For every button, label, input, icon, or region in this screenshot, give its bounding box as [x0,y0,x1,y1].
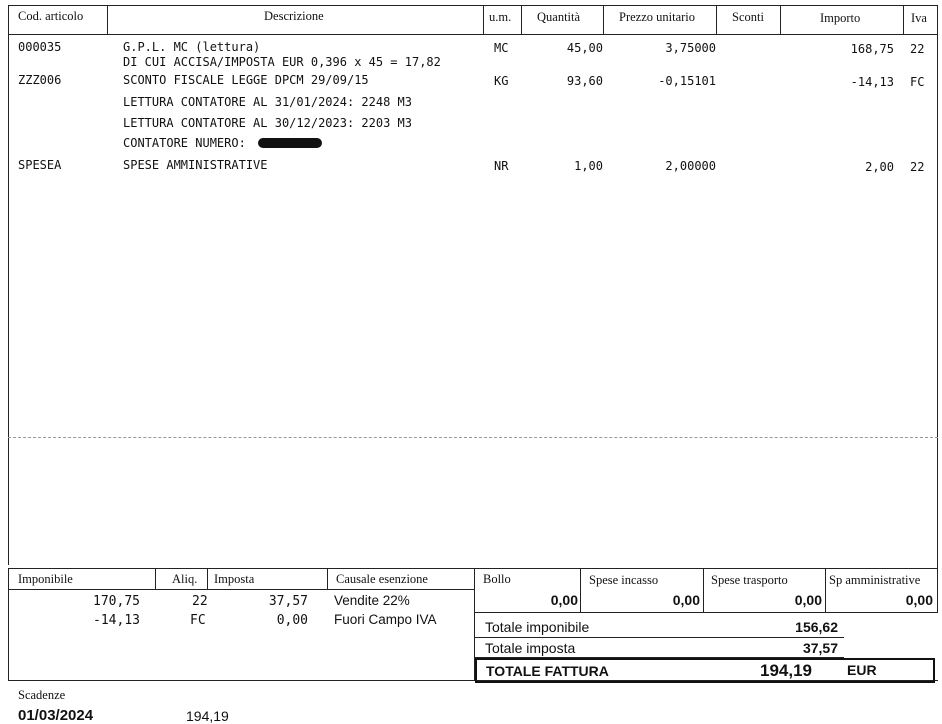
row-unit-price: 3,75000 [665,41,716,55]
iva-imponibile: -14,13 [93,613,140,628]
row-amount: 2,00 [865,160,894,174]
fee-header-sp-amministrative: Sp amministrative [829,573,921,587]
iva-imponibile: 170,75 [93,594,140,609]
row-code: 000035 [18,40,62,54]
header-prezzo-unitario: Prezzo unitario [619,10,696,24]
row-um: NR [494,159,509,173]
row-amount: -14,13 [850,75,894,89]
fee-spese-trasporto: 0,00 [794,592,822,608]
row-quantity: 1,00 [574,159,603,173]
fee-header-spese-incasso: Spese incasso [589,573,659,587]
totale-imposta-label: Totale imposta [485,640,576,656]
header-iva: Iva [911,11,927,25]
fee-spese-incasso: 0,00 [672,592,700,608]
iva-aliq: 22 [192,594,208,609]
totale-imponibile-value: 156,62 [795,619,838,635]
row-description: G.P.L. MC (lettura) [123,40,261,54]
iva-aliq: FC [190,613,206,628]
row-code: SPESEA [18,158,62,172]
scadenza-date: 01/03/2024 [18,707,94,724]
row-iva: 22 [910,42,925,56]
scadenza-amount: 194,19 [186,708,229,724]
row-unit-price: -0,15101 [658,74,716,88]
iva-imposta: 37,57 [268,594,308,609]
iva-header-imposta: Imposta [214,572,255,586]
row-description: SCONTO FISCALE LEGGE DPCM 29/09/15 [123,73,369,87]
totale-fattura-label: TOTALE FATTURA [486,663,609,679]
scadenze-label: Scadenze [18,688,66,702]
row-amount: 168,75 [850,42,894,56]
iva-header-aliq: Aliq. [172,572,198,586]
totale-imponibile-label: Totale imponibile [485,619,590,635]
fee-header-spese-trasporto: Spese trasporto [711,573,788,587]
currency-label: EUR [847,662,877,678]
header-um: u.m. [489,10,512,24]
header-descrizione: Descrizione [264,9,324,23]
totale-imposta-value: 37,57 [802,640,838,656]
header-cod-articolo: Cod. articolo [18,9,84,23]
header-importo: Importo [820,11,861,25]
fee-bollo: 0,00 [550,592,578,608]
header-quantita: Quantità [537,10,581,24]
header-sconti: Sconti [732,10,764,24]
fee-header-bollo: Bollo [483,572,511,586]
row-unit-price: 2,00000 [665,159,716,173]
iva-header-causale: Causale esenzione [336,572,428,586]
iva-imposta: 0,00 [276,613,308,628]
row-code: ZZZ006 [18,73,62,87]
row-description: CONTATORE NUMERO: [123,136,246,150]
row-quantity: 93,60 [566,74,603,88]
row-um: MC [494,41,509,55]
row-quantity: 45,00 [566,41,603,55]
row-um: KG [494,74,509,88]
iva-causale: Fuori Campo IVA [334,612,437,627]
row-description: LETTURA CONTATORE AL 31/01/2024: 2248 M3 [123,95,412,109]
row-iva: FC [910,75,925,89]
fee-sp-amministrative: 0,00 [905,592,933,608]
scan-artifact-line [8,437,938,438]
row-description: LETTURA CONTATORE AL 30/12/2023: 2203 M3 [123,116,412,130]
redaction-mark [258,138,322,148]
row-iva: 22 [910,160,925,174]
totale-fattura-box [475,658,935,683]
totale-fattura-value: 194,19 [760,661,812,680]
row-description: DI CUI ACCISA/IMPOSTA EUR 0,396 x 45 = 17,82 [123,55,441,69]
row-description: SPESE AMMINISTRATIVE [123,158,268,172]
iva-causale: Vendite 22% [334,593,410,608]
iva-header-imponibile: Imponibile [18,572,73,586]
